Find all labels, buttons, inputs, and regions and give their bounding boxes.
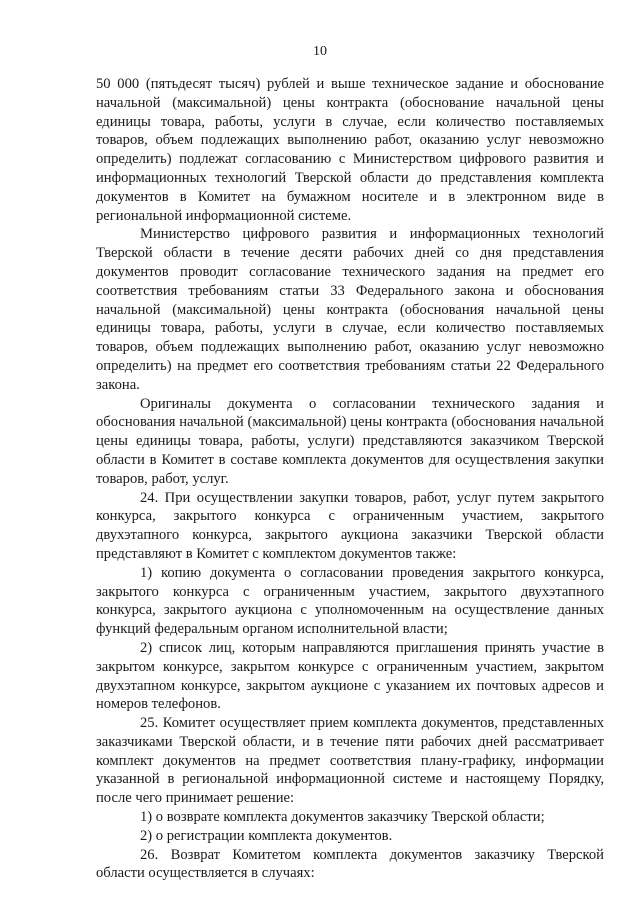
list-item-2: 2) список лиц, которым направляются приглашения принять участие в закрытом конкурсе, закрытом конкурсе с ограниченным участием, закрытом двухэтапном конкурсе, закрытом аукционе с указанием их почтовых адресов и номеров телефонов. [96,639,604,713]
paragraph-3: Оригиналы документа о согласовании технического задания и обоснования начальной (максимальной) цены контракта (обоснования начальной цены единицы товара, работы, услуги) представляются заказчиком Тверской области в Комитет в составе комплекта документов для осуществления закупки товаров, работ, услуг. [96,395,604,487]
paragraph-6: 26. Возврат Комитетом комплекта документов заказчику Тверской области осуществляется в случаях: [96,846,604,882]
decision-item-1: 1) о возврате комплекта документов заказчику Тверской области; [140,809,545,826]
decision-item-2: 2) о регистрации комплекта документов. [140,827,393,844]
paragraph-2: Министерство цифрового развития и информационных технологий Тверской области в течение десяти рабочих дней со дня представления документов проводит согласование технического задания на предмет его соответствия требованиям статьи 33 Федерального закона и обоснования начальной (максимальной) цены контракта (обоснования начальной цены единицы товара, работы, услуги в случае, если количество поставляемых товаров, объем подлежащих выполнению работ, оказанию услуг невозможно определить) на предмет его соответствия требованиям статьи 22 Федерального закона. [96,226,604,393]
paragraph-1: 50 000 (пятьдесят тысяч) рублей и выше техническое задание и обоснование начальной (максимальной) цены контракта (обоснование начальной цены единицы товара, работы, услуги в случае, если количество поставляемых товаров, объем подлежащих выполнению работ, оказанию услуг невозможно определить) подлежат согласованию с Министерством цифрового развития и информационных технологий Тверской области до представления комплекта документов в Комитет на бумажном носителе и в электронном виде в региональной информационной системе. [96,76,604,224]
list-item-1: 1) копию документа о согласовании проведения закрытого конкурса, закрытого конкурса с ограниченным участием, закрытого двухэтапного конкурса, закрытого аукциона с уполномоченным на осуществление данных функций федеральным органом исполнительной власти; [96,564,604,638]
document-body [96,75,604,883]
paragraph-5: 25. Комитет осуществляет прием комплекта документов, представленных заказчиками Тверской области, и в течение пяти рабочих дней рассматривает комплект документов на предмет соответствия плану-графику, информации указанной в региональной информационной системе и настоящему Порядку, после чего принимает решение: [96,715,604,807]
paragraph-4: 24. При осуществлении закупки товаров, работ, услуг путем закрытого конкурса, закрытого конкурса с ограниченным участием, закрытого двухэтапного конкурса, закрытого аукциона заказчики Тверской области представляют в Комитет с комплектом документов также: [96,489,604,562]
page-number: 10 [313,44,327,59]
